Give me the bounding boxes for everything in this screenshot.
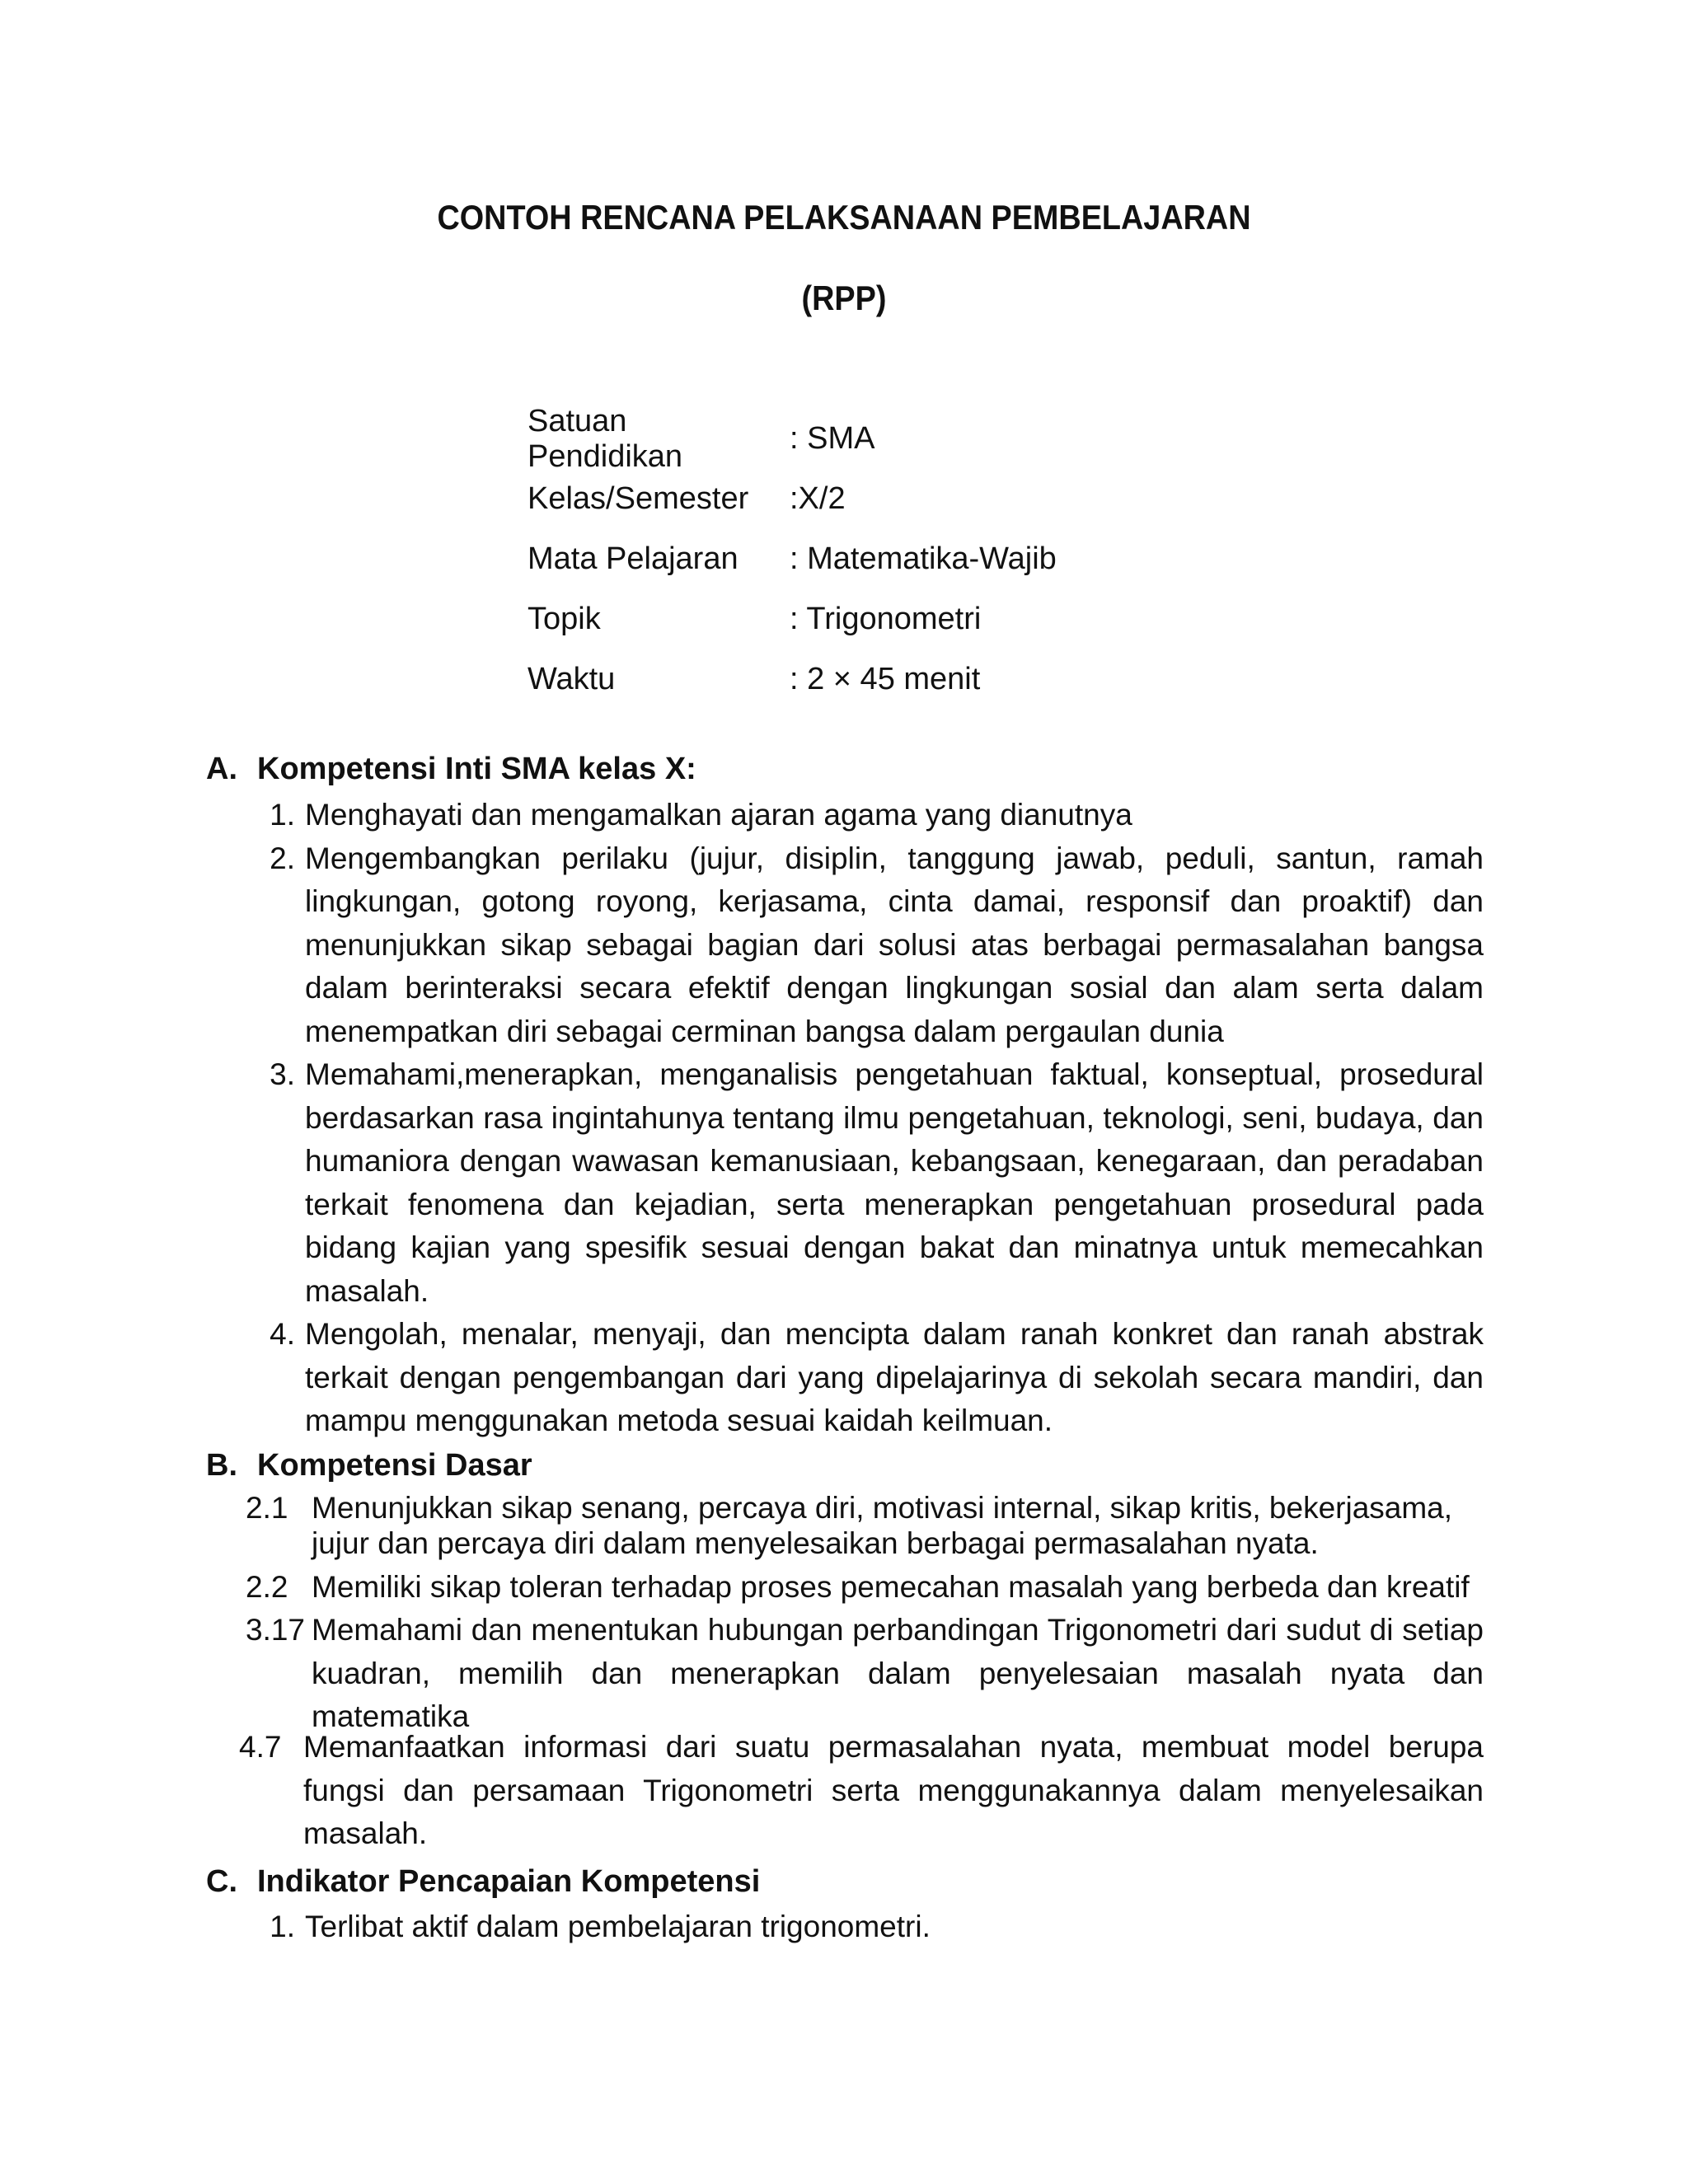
list-item [247,1905,1484,1949]
item-text: Mengolah, menalar, menyaji, dan mencipta dalam ranah konkret dan ranah abstrak terkait dengan pengembangan dari yang dipelajarinya di sekolah secara mandiri, dan mampu menggunakan metoda sesuai kaidah keilmuan. [305,1317,1484,1437]
kd-item [231,1609,1484,1739]
list-item [247,837,1484,1054]
list-item [247,794,1484,837]
kd-row [231,1609,1484,1739]
item-number: 1. [270,1910,295,1943]
section-title: Kompetensi Inti SMA kelas X: [257,752,696,786]
document-subtitle: (RPP) [801,279,887,317]
section-a-list [247,794,1484,1443]
kd-row [231,1726,1484,1856]
section-c-list [247,1905,1484,1949]
info-value: : Matematika-Wajib [790,541,1057,576]
info-row [528,529,1057,589]
info-value: : SMA [790,421,875,456]
kd-text: Memahami dan menentukan hubungan perbandingan Trigonometri dari sudut di setiap kuadran, memilih dan menerapkan dalam penyelesaian masalah nyata dan matematika [312,1613,1484,1733]
kd-number: 3.17 [246,1613,306,1647]
item-number: 2. [270,841,295,875]
kd-item [231,1566,1484,1609]
kd-item [231,1490,1484,1561]
section-c-heading [206,1864,760,1900]
kd-number: 2.1 [246,1491,288,1525]
info-label: Mata Pelajaran [528,541,738,576]
info-row [528,403,1057,474]
item-text: Mengembangkan perilaku (jujur, disiplin, tanggung jawab, peduli, santun, ramah lingkungan, gotong royong, kerjasama, cinta damai, responsif dan proaktif) dan menunjukkan sikap sebagai bagian dari solusi atas berbagai permasalahan bangsa dalam berinteraksi secara efektif dengan lingkungan sosial dan alam serta dalam menempatkan diri sebagai cerminan bangsa dalam pergaulan dunia [305,841,1484,1048]
document-title: CONTOH RENCANA PELAKSANAAN PEMBELAJARAN [437,198,1251,237]
item-text: Terlibat aktif dalam pembelajaran trigonometri. [305,1910,931,1943]
info-value: :X/2 [790,481,846,516]
kd-item [231,1726,1484,1856]
kd-text: Memiliki sikap toleran terhadap proses pemecahan masalah yang berbeda dan kreatif [312,1570,1470,1604]
item-number: 3. [270,1057,295,1091]
item-number: 4. [270,1317,295,1351]
section-letter: B. [206,1448,237,1483]
info-label: Topik [528,602,601,636]
kd-text: Menunjukkan sikap senang, percaya diri, motivasi internal, sikap kritis, bekerjasama, jujur dan percaya diri dalam menyelesaikan berbagai permasalahan nyata. [312,1491,1453,1560]
kd-number: 4.7 [239,1730,282,1764]
kd-row [231,1490,1484,1561]
section-b-heading [206,1448,532,1483]
info-label: Satuan Pendidikan [528,403,683,474]
info-value: : 2 × 45 menit [790,662,981,696]
list-item [247,1313,1484,1443]
section-title: Kompetensi Dasar [257,1448,532,1483]
info-row [528,649,1057,710]
section-letter: C. [206,1864,237,1899]
section-a-heading [206,752,696,787]
item-number: 1. [270,798,295,832]
item-text: Menghayati dan mengamalkan ajaran agama yang dianutnya [305,798,1132,832]
kd-number: 2.2 [246,1570,288,1604]
info-label: Waktu [528,662,616,696]
info-row [528,469,1057,529]
info-label: Kelas/Semester [528,481,749,516]
info-row [528,589,1057,649]
item-text: Memahami,menerapkan, menganalisis pengetahuan faktual, konseptual, prosedural berdasarkan rasa ingintahunya tentang ilmu pengetahuan, teknologi, seni, budaya, dan humaniora dengan wawasan kemanusiaan, kebangsaan, kenegaraan, dan peradaban terkait fenomena dan kejadian, serta menerapkan pengetahuan prosedural pada bidang kajian yang spesifik sesuai dengan bakat dan minatnya untuk memecahkan masalah. [305,1057,1484,1308]
info-value: : Trigonometri [790,602,982,636]
info-table [528,403,1057,710]
section-letter: A. [206,752,237,786]
section-title: Indikator Pencapaian Kompetensi [257,1864,761,1899]
kd-row [231,1566,1484,1609]
list-item [247,1053,1484,1313]
kd-text: Memanfaatkan informasi dari suatu permasalahan nyata, membuat model berupa fungsi dan persamaan Trigonometri serta menggunakannya dalam menyelesaikan masalah. [303,1730,1484,1850]
